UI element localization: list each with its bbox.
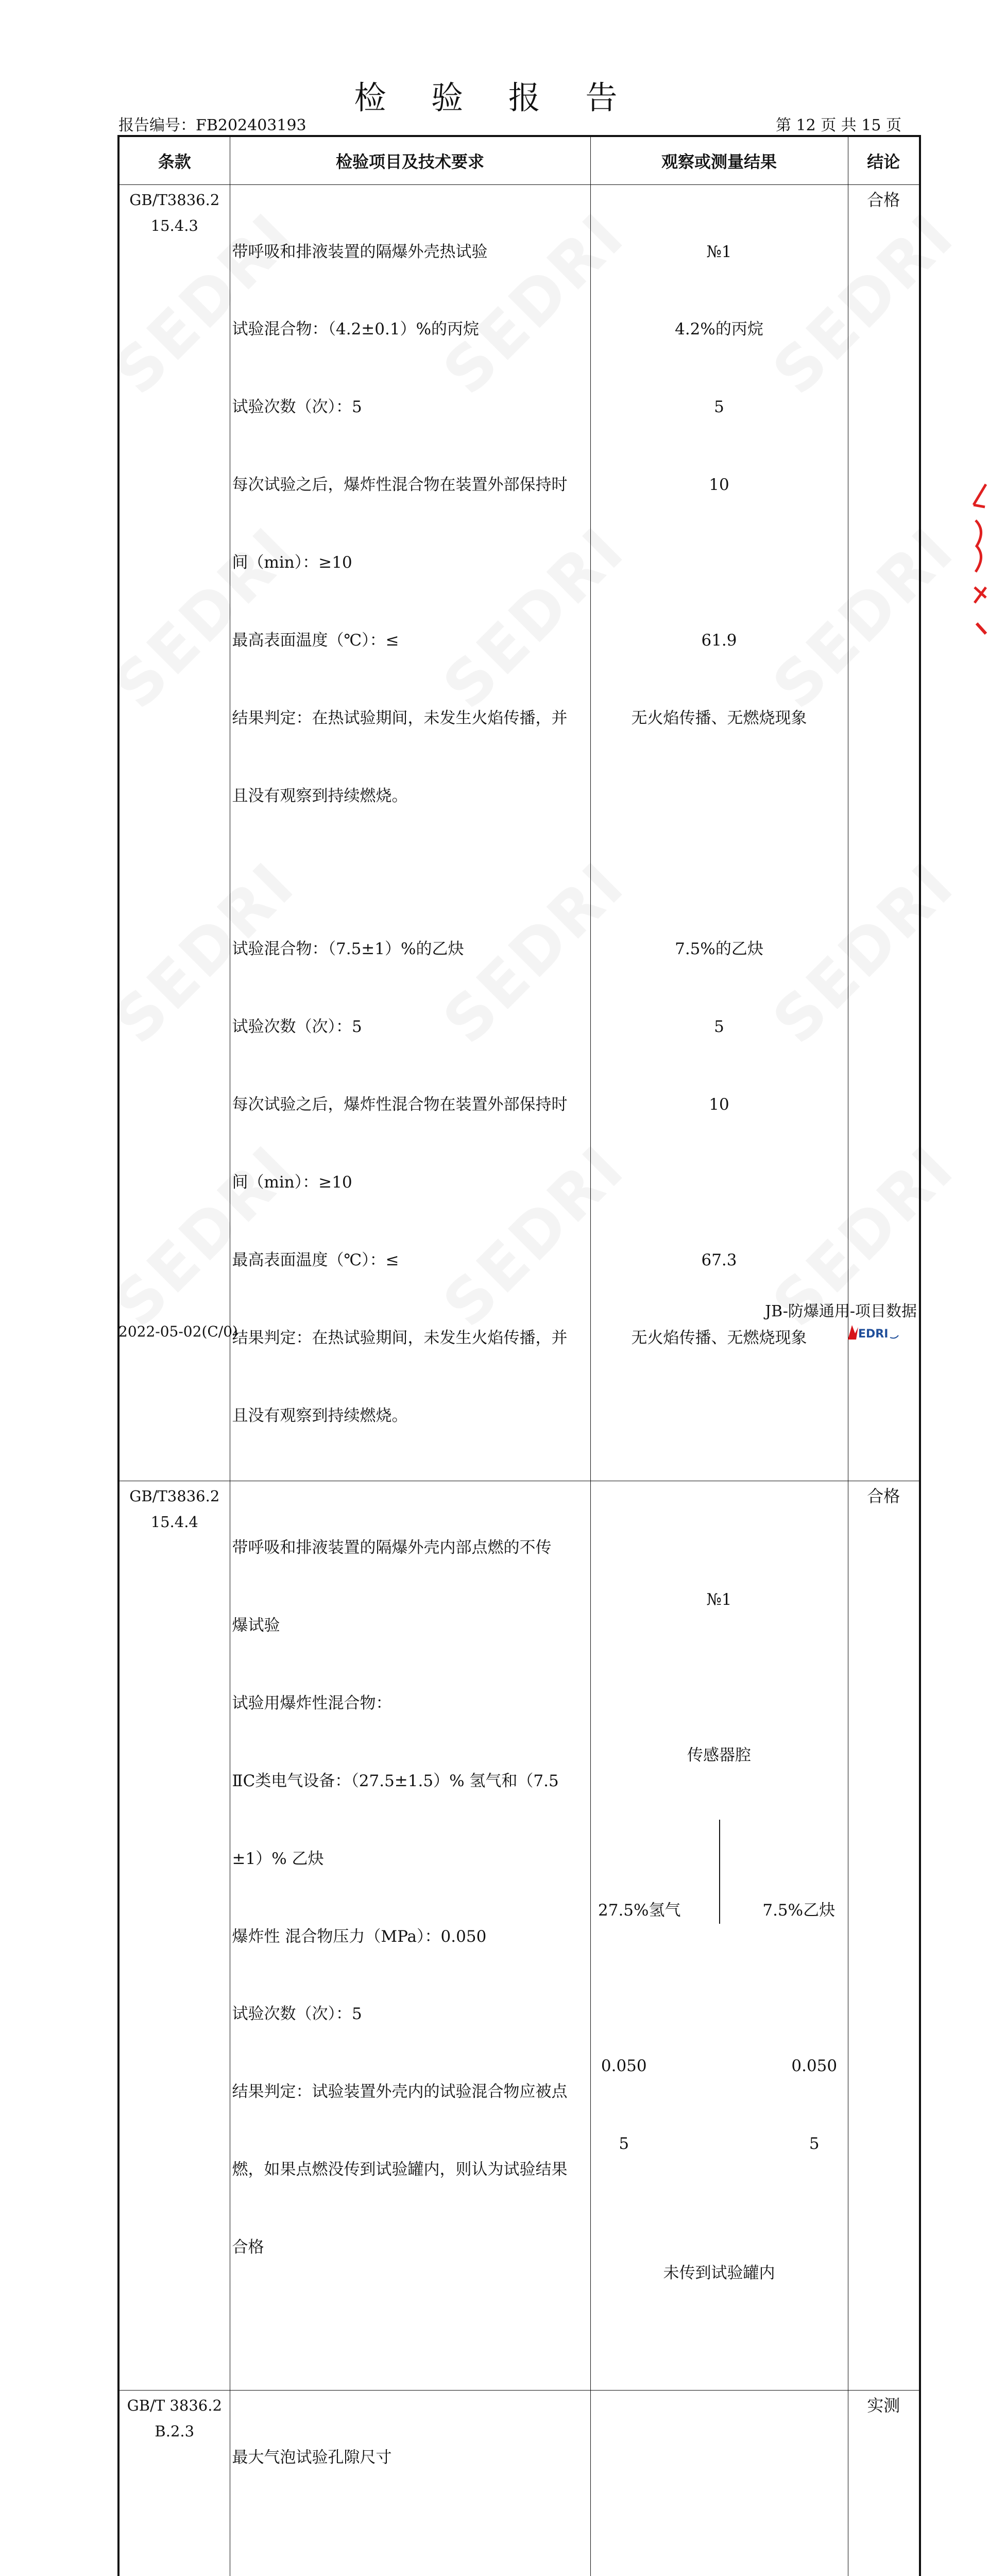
req-line: 每次试验之后，爆炸性混合物在装置外部保持时	[232, 476, 568, 495]
req-line: 间（min）：≥10	[232, 1173, 352, 1192]
result-line: №1	[706, 1590, 732, 1609]
requirements-cell	[230, 2390, 590, 2576]
req-line: 爆试验	[232, 1616, 280, 1635]
result-line: 10	[709, 1095, 729, 1114]
result-line: 61.9	[701, 631, 737, 650]
split-row	[591, 1975, 848, 2001]
split-empty	[719, 1975, 848, 2001]
result-line: 无火焰传播、无燃烧现象	[631, 708, 807, 727]
conclusion-cell: 合格	[848, 1481, 920, 2390]
req-line: 带呼吸和排液装置的隔爆外壳内部点燃的不传	[232, 1538, 552, 1557]
result-line	[591, 1170, 848, 1195]
req-line: 试验次数（次）：5	[232, 2005, 362, 2024]
clause-section: B.2.3	[155, 2422, 195, 2441]
result-line: 5	[714, 398, 724, 417]
req-line: 试验次数（次）：5	[232, 1018, 362, 1037]
header-results: 观察或测量结果	[590, 136, 848, 185]
result-line: №1	[706, 242, 732, 261]
req-line	[232, 2522, 589, 2548]
req-line: 试验次数（次）：5	[232, 398, 362, 417]
result-line	[591, 550, 848, 575]
result-line: 10	[709, 476, 729, 495]
report-number: 报告编号：FB202403193	[118, 116, 306, 134]
req-line: 且没有观察到持续燃烧。	[232, 786, 408, 805]
results-cell	[590, 2390, 848, 2576]
result-line	[591, 1403, 848, 1429]
requirements-cell	[230, 185, 590, 1481]
results-cell	[590, 185, 848, 1481]
table-row	[118, 185, 920, 1481]
acetylene-value: 7.5%乙炔	[762, 1901, 835, 1920]
req-line: 试验混合物：（4.2±0.1）%的丙烷	[232, 320, 480, 339]
result-line	[591, 1665, 848, 1690]
req-line: 结果判定：在热试验期间，未发生火焰传播，并	[232, 708, 568, 727]
req-line: ⅡC类电气设备：（27.5±1.5）% 氢气和（7.5	[232, 1771, 559, 1790]
clause-section: 15.4.3	[150, 217, 198, 235]
req-line: 每次试验之后，爆炸性混合物在装置外部保持时	[232, 1095, 568, 1114]
page-info: 第 12 页 共 15 页	[775, 116, 901, 134]
footer-template-name: JB-防爆通用-项目数据	[765, 1302, 917, 1320]
req-line: 合格	[232, 2238, 264, 2257]
count-right: 5	[809, 2134, 820, 2153]
svg-text:EDRI: EDRI	[858, 1328, 889, 1341]
header-clause: 条款	[118, 136, 230, 185]
req-line: 试验用爆炸性混合物：	[232, 1693, 392, 1713]
split-row	[591, 2053, 848, 2079]
req-line: ±1）% 乙炔	[232, 1849, 324, 1868]
req-line: 且没有观察到持续燃烧。	[232, 1406, 408, 1425]
clause-cell	[118, 185, 230, 1481]
result-line: 4.2%的丙烷	[675, 320, 763, 339]
split-divider	[719, 1820, 720, 1924]
split-row	[591, 2131, 848, 2157]
clause-code: GB/T3836.2	[129, 1487, 220, 1505]
req-line: 最大气泡试验孔隙尺寸	[232, 2448, 392, 2467]
req-line	[232, 861, 589, 885]
split-empty	[591, 1975, 720, 2001]
req-line: 试验混合物：（7.5±1）%的乙炔	[232, 940, 464, 959]
result-line: 5	[714, 1018, 724, 1037]
result-line: 67.3	[701, 1250, 737, 1269]
page-title: 检 验 报 告	[354, 79, 635, 116]
clause-section: 15.4.4	[150, 1513, 198, 1531]
clause-code: GB/T 3836.2	[127, 2396, 222, 2414]
table-row	[118, 1481, 920, 2390]
req-line: 燃，如果点燃没传到试验罐内，则认为试验结果	[232, 2160, 568, 2179]
clause-cell	[118, 1481, 230, 2390]
req-line: 带呼吸和排液装置的隔爆外壳热试验	[232, 242, 488, 261]
clause-code: GB/T3836.2	[129, 191, 220, 209]
sensor-chamber-label: 传感器腔	[687, 1745, 751, 1765]
sedri-logo-icon	[845, 1322, 901, 1343]
table-row	[118, 2390, 920, 2576]
results-split-block	[591, 1535, 848, 2338]
result-line	[591, 2445, 848, 2470]
split-column-block	[591, 1820, 848, 2208]
conclusion-cell: 合格	[848, 185, 920, 1481]
req-line: 爆炸性 混合物压力（MPa）：0.050	[232, 1927, 487, 1946]
footer-date: 2022-05-02(C/0)	[118, 1323, 238, 1340]
count-left: 5	[619, 2134, 629, 2153]
requirements-cell	[230, 1481, 590, 2390]
req-line: 间（min）：≥10	[232, 553, 352, 572]
result-line: 未传到试验罐内	[663, 2264, 775, 2283]
req-line: 结果判定：试验装置外壳内的试验混合物应被点	[232, 2082, 568, 2102]
result-line: 7.5%的乙炔	[675, 940, 763, 959]
results-cell	[590, 1481, 848, 2390]
header-requirements: 检验项目及技术要求	[230, 136, 590, 185]
result-line: 无火焰传播、无燃烧现象	[631, 1328, 807, 1347]
result-line	[591, 861, 848, 885]
hydrogen-value: 27.5%氢气	[598, 1901, 681, 1920]
result-line	[591, 783, 848, 809]
header-conclusion: 结论	[848, 136, 920, 185]
seal-stamp-icon	[970, 474, 989, 639]
conclusion-cell: 实测	[848, 2390, 920, 2576]
pressure-left: 0.050	[601, 2057, 647, 2076]
clause-cell	[118, 2390, 230, 2576]
pressure-right: 0.050	[791, 2057, 838, 2076]
req-line: 结果判定：在热试验期间，未发生火焰传播，并	[232, 1328, 568, 1347]
req-line: 最高表面温度（℃）：≤	[232, 631, 399, 650]
inspection-table	[117, 135, 921, 2576]
req-line: 最高表面温度（℃）：≤	[232, 1250, 399, 1269]
table-header-row	[118, 136, 920, 185]
result-line	[591, 2522, 848, 2548]
